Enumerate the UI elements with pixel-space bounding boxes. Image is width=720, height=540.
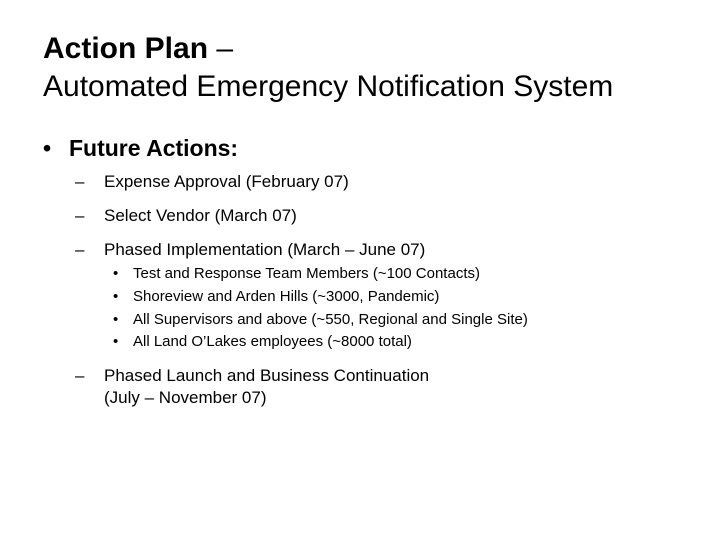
list-item-text: Phased Launch and Business Continuation <box>104 366 430 385</box>
bullet-icon: • <box>43 135 52 161</box>
dash-icon: – <box>75 366 85 385</box>
sub-list-item-text: All Land O’Lakes employees (~8000 total) <box>133 333 412 350</box>
bullet-icon: • <box>113 311 119 328</box>
dash-icon: – <box>75 172 85 191</box>
bullet-icon: • <box>113 288 119 305</box>
list-item <box>75 171 349 193</box>
title-line-1 <box>43 30 703 68</box>
sub-list-item <box>113 265 480 283</box>
list-item-text-continuation: (July – November 07) <box>104 388 267 407</box>
sub-list-item <box>113 288 439 306</box>
sub-list-item-text: All Supervisors and above (~550, Regional and Single Site) <box>133 311 528 328</box>
list-item-text: Expense Approval (February 07) <box>104 172 349 191</box>
dash-icon: – <box>75 240 85 259</box>
title-line-2: Automated Emergency Notification System <box>43 70 614 103</box>
title-dash-text: – <box>208 32 234 65</box>
list-item-text: Phased Implementation (March – June 07) <box>104 240 426 259</box>
list-item <box>75 365 429 409</box>
list-item-text: Select Vendor (March 07) <box>104 206 297 225</box>
section-heading <box>43 133 238 163</box>
list-item <box>75 239 425 261</box>
sub-list-item <box>113 333 412 351</box>
bullet-icon: • <box>113 333 119 350</box>
section-heading-text: Future Actions: <box>69 135 239 161</box>
slide-title <box>43 30 703 106</box>
sub-list-item-text: Test and Response Team Members (~100 Contacts) <box>133 265 480 282</box>
dash-icon: – <box>75 206 85 225</box>
title-bold-text: Action Plan <box>43 32 209 65</box>
sub-list-item <box>113 311 528 329</box>
sub-list-item-text: Shoreview and Arden Hills (~3000, Pandemic) <box>133 288 440 305</box>
bullet-icon: • <box>113 265 119 282</box>
list-item <box>75 205 297 227</box>
